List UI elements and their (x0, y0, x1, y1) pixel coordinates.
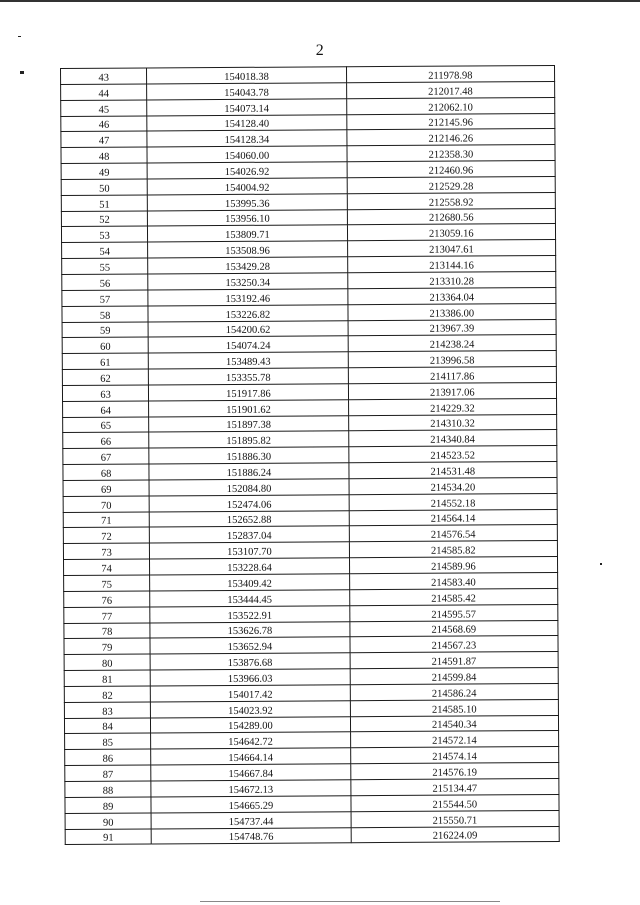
x-coordinate-cell: 154060.00 (147, 146, 347, 163)
point-number-cell: 51 (61, 195, 147, 211)
point-number-cell: 81 (64, 670, 150, 686)
y-coordinate-cell: 213386.00 (348, 303, 556, 320)
y-coordinate-cell: 213996.58 (348, 351, 556, 368)
y-coordinate-cell: 214574.14 (350, 747, 558, 764)
point-number-cell: 59 (62, 321, 148, 337)
x-coordinate-cell: 153489.43 (148, 352, 348, 369)
x-coordinate-cell: 154004.92 (147, 178, 347, 195)
y-coordinate-cell: 214567.23 (350, 636, 558, 653)
point-number-cell: 61 (62, 353, 148, 369)
point-number-cell: 57 (62, 290, 148, 306)
y-coordinate-cell: 213917.06 (348, 382, 556, 399)
x-coordinate-cell: 154017.42 (151, 685, 351, 702)
x-coordinate-cell: 153250.34 (148, 273, 348, 290)
point-number-cell: 55 (62, 258, 148, 274)
x-coordinate-cell: 154667.84 (151, 764, 351, 781)
x-coordinate-cell: 153626.78 (150, 621, 350, 638)
point-number-cell: 62 (62, 369, 148, 385)
x-coordinate-cell: 153652.94 (150, 637, 350, 654)
table-row (65, 826, 559, 845)
y-coordinate-cell: 214589.96 (349, 557, 557, 574)
y-coordinate-cell: 213047.61 (347, 240, 555, 257)
y-coordinate-cell: 214229.32 (348, 398, 556, 415)
x-coordinate-cell: 151917.86 (149, 384, 349, 401)
point-number-cell: 56 (62, 274, 148, 290)
point-number-cell: 72 (63, 527, 149, 543)
x-coordinate-cell: 154200.62 (148, 320, 348, 337)
x-coordinate-cell: 153228.64 (150, 558, 350, 575)
x-coordinate-cell: 153809.71 (148, 225, 348, 242)
point-number-cell: 44 (61, 84, 147, 100)
point-number-cell: 75 (64, 575, 150, 591)
point-number-cell: 45 (61, 100, 147, 116)
x-coordinate-cell: 153966.03 (150, 669, 350, 686)
point-number-cell: 88 (65, 781, 151, 797)
y-coordinate-cell: 212680.56 (347, 208, 555, 225)
point-number-cell: 70 (63, 496, 149, 512)
y-coordinate-cell: 211978.98 (346, 65, 554, 82)
point-number-cell: 77 (64, 607, 150, 623)
y-coordinate-cell: 214531.48 (349, 462, 557, 479)
x-coordinate-cell: 152652.88 (149, 510, 349, 527)
y-coordinate-cell: 212062.10 (346, 97, 554, 114)
x-coordinate-cell: 153429.28 (148, 257, 348, 274)
y-coordinate-cell: 214572.14 (350, 731, 558, 748)
point-number-cell: 79 (64, 638, 150, 654)
point-number-cell: 86 (65, 749, 151, 765)
point-number-cell: 89 (65, 797, 151, 813)
y-coordinate-cell: 214591.87 (350, 652, 558, 669)
point-number-cell: 78 (64, 622, 150, 638)
y-coordinate-cell: 214595.57 (349, 604, 557, 621)
x-coordinate-cell: 154128.40 (147, 114, 347, 131)
x-coordinate-cell: 151901.62 (149, 399, 349, 416)
y-coordinate-cell: 213144.16 (347, 256, 555, 273)
x-coordinate-cell: 153508.96 (148, 241, 348, 258)
x-coordinate-cell: 153107.70 (150, 542, 350, 559)
y-coordinate-cell: 212017.48 (346, 81, 554, 98)
point-number-cell: 43 (61, 68, 147, 84)
y-coordinate-cell: 214583.40 (349, 572, 557, 589)
point-number-cell: 85 (65, 733, 151, 749)
point-number-cell: 73 (63, 543, 149, 559)
y-coordinate-cell: 213310.28 (347, 271, 555, 288)
y-coordinate-cell: 214117.86 (348, 367, 556, 384)
y-coordinate-cell: 212558.92 (347, 192, 555, 209)
point-number-cell: 54 (62, 242, 148, 258)
point-number-cell: 91 (65, 828, 151, 844)
x-coordinate-cell: 153876.68 (150, 653, 350, 670)
x-coordinate-cell: 154642.72 (151, 732, 351, 749)
point-number-cell: 65 (63, 417, 149, 433)
y-coordinate-cell: 214585.82 (349, 541, 557, 558)
y-coordinate-cell: 214586.24 (350, 683, 558, 700)
x-coordinate-cell: 153192.46 (148, 289, 348, 306)
x-coordinate-cell: 154018.38 (147, 67, 347, 84)
y-coordinate-cell: 213364.04 (348, 287, 556, 304)
point-number-cell: 48 (61, 147, 147, 163)
y-coordinate-cell: 214534.20 (349, 477, 557, 494)
x-coordinate-cell: 152837.04 (150, 526, 350, 543)
y-coordinate-cell: 214599.84 (350, 668, 558, 685)
point-number-cell: 76 (64, 591, 150, 607)
y-coordinate-cell: 215550.71 (351, 810, 559, 827)
x-coordinate-cell: 153444.45 (150, 590, 350, 607)
y-coordinate-cell: 214568.69 (350, 620, 558, 637)
point-number-cell: 68 (63, 464, 149, 480)
scan-speck (18, 36, 21, 37)
point-number-cell: 87 (65, 765, 151, 781)
x-coordinate-cell: 154073.14 (147, 98, 347, 115)
x-coordinate-cell: 154737.44 (151, 811, 351, 828)
x-coordinate-cell: 154289.00 (151, 716, 351, 733)
point-number-cell: 67 (63, 448, 149, 464)
point-number-cell: 84 (64, 718, 150, 734)
y-coordinate-cell: 214576.54 (349, 525, 557, 542)
y-coordinate-cell: 214340.84 (348, 430, 556, 447)
y-coordinate-cell: 214585.42 (349, 588, 557, 605)
point-number-cell: 80 (64, 654, 150, 670)
point-number-cell: 74 (64, 559, 150, 575)
point-number-cell: 50 (61, 179, 147, 195)
x-coordinate-cell: 152474.06 (149, 495, 349, 512)
point-number-cell: 60 (62, 337, 148, 353)
point-number-cell: 46 (61, 116, 147, 132)
x-coordinate-cell: 154023.92 (151, 700, 351, 717)
y-coordinate-cell: 214552.18 (349, 493, 557, 510)
point-number-cell: 63 (62, 385, 148, 401)
point-number-cell: 53 (61, 226, 147, 242)
x-coordinate-cell: 153956.10 (148, 209, 348, 226)
point-number-cell: 52 (61, 211, 147, 227)
x-coordinate-cell: 152084.80 (149, 479, 349, 496)
y-coordinate-cell: 212145.96 (346, 113, 554, 130)
page-number: 2 (315, 42, 325, 59)
point-number-cell: 90 (65, 813, 151, 829)
point-number-cell: 47 (61, 131, 147, 147)
scan-bottom-line (200, 901, 500, 902)
x-coordinate-cell: 154672.13 (151, 780, 351, 797)
y-coordinate-cell: 216224.09 (351, 826, 559, 843)
y-coordinate-cell: 214564.14 (349, 509, 557, 526)
x-coordinate-cell: 154748.76 (151, 827, 351, 844)
x-coordinate-cell: 151886.24 (149, 463, 349, 480)
scan-speck (600, 563, 602, 565)
scan-speck (20, 71, 24, 74)
y-coordinate-cell: 213967.39 (348, 319, 556, 336)
x-coordinate-cell: 154128.34 (147, 130, 347, 147)
x-coordinate-cell: 151895.82 (149, 431, 349, 448)
coordinates-table-body (61, 65, 560, 844)
y-coordinate-cell: 212146.26 (347, 129, 555, 146)
y-coordinate-cell: 212460.96 (347, 161, 555, 178)
x-coordinate-cell: 153995.36 (148, 193, 348, 210)
point-number-cell: 64 (63, 401, 149, 417)
x-coordinate-cell: 154074.24 (148, 336, 348, 353)
x-coordinate-cell: 154664.14 (151, 748, 351, 765)
y-coordinate-cell: 214540.34 (350, 715, 558, 732)
point-number-cell: 71 (63, 512, 149, 528)
x-coordinate-cell: 154043.78 (147, 83, 347, 100)
y-coordinate-cell: 213059.16 (347, 224, 555, 241)
y-coordinate-cell: 214523.52 (348, 446, 556, 463)
y-coordinate-cell: 214238.24 (348, 335, 556, 352)
point-number-cell: 58 (62, 306, 148, 322)
y-coordinate-cell: 214585.10 (350, 699, 558, 716)
point-number-cell: 82 (64, 686, 150, 702)
x-coordinate-cell: 151897.38 (149, 415, 349, 432)
x-coordinate-cell: 153409.42 (150, 574, 350, 591)
y-coordinate-cell: 214310.32 (348, 414, 556, 431)
y-coordinate-cell: 214576.19 (350, 763, 558, 780)
x-coordinate-cell: 151886.30 (149, 447, 349, 464)
point-number-cell: 69 (63, 480, 149, 496)
x-coordinate-cell: 153226.82 (148, 304, 348, 321)
x-coordinate-cell: 154665.29 (151, 796, 351, 813)
x-coordinate-cell: 154026.92 (147, 162, 347, 179)
coordinates-table (60, 65, 560, 845)
y-coordinate-cell: 215134.47 (351, 778, 559, 795)
scan-top-border (0, 0, 640, 2)
x-coordinate-cell: 153522.91 (150, 605, 350, 622)
y-coordinate-cell: 215544.50 (351, 794, 559, 811)
y-coordinate-cell: 212529.28 (347, 176, 555, 193)
y-coordinate-cell: 212358.30 (347, 145, 555, 162)
x-coordinate-cell: 153355.78 (149, 368, 349, 385)
point-number-cell: 49 (61, 163, 147, 179)
point-number-cell: 66 (63, 432, 149, 448)
point-number-cell: 83 (64, 702, 150, 718)
